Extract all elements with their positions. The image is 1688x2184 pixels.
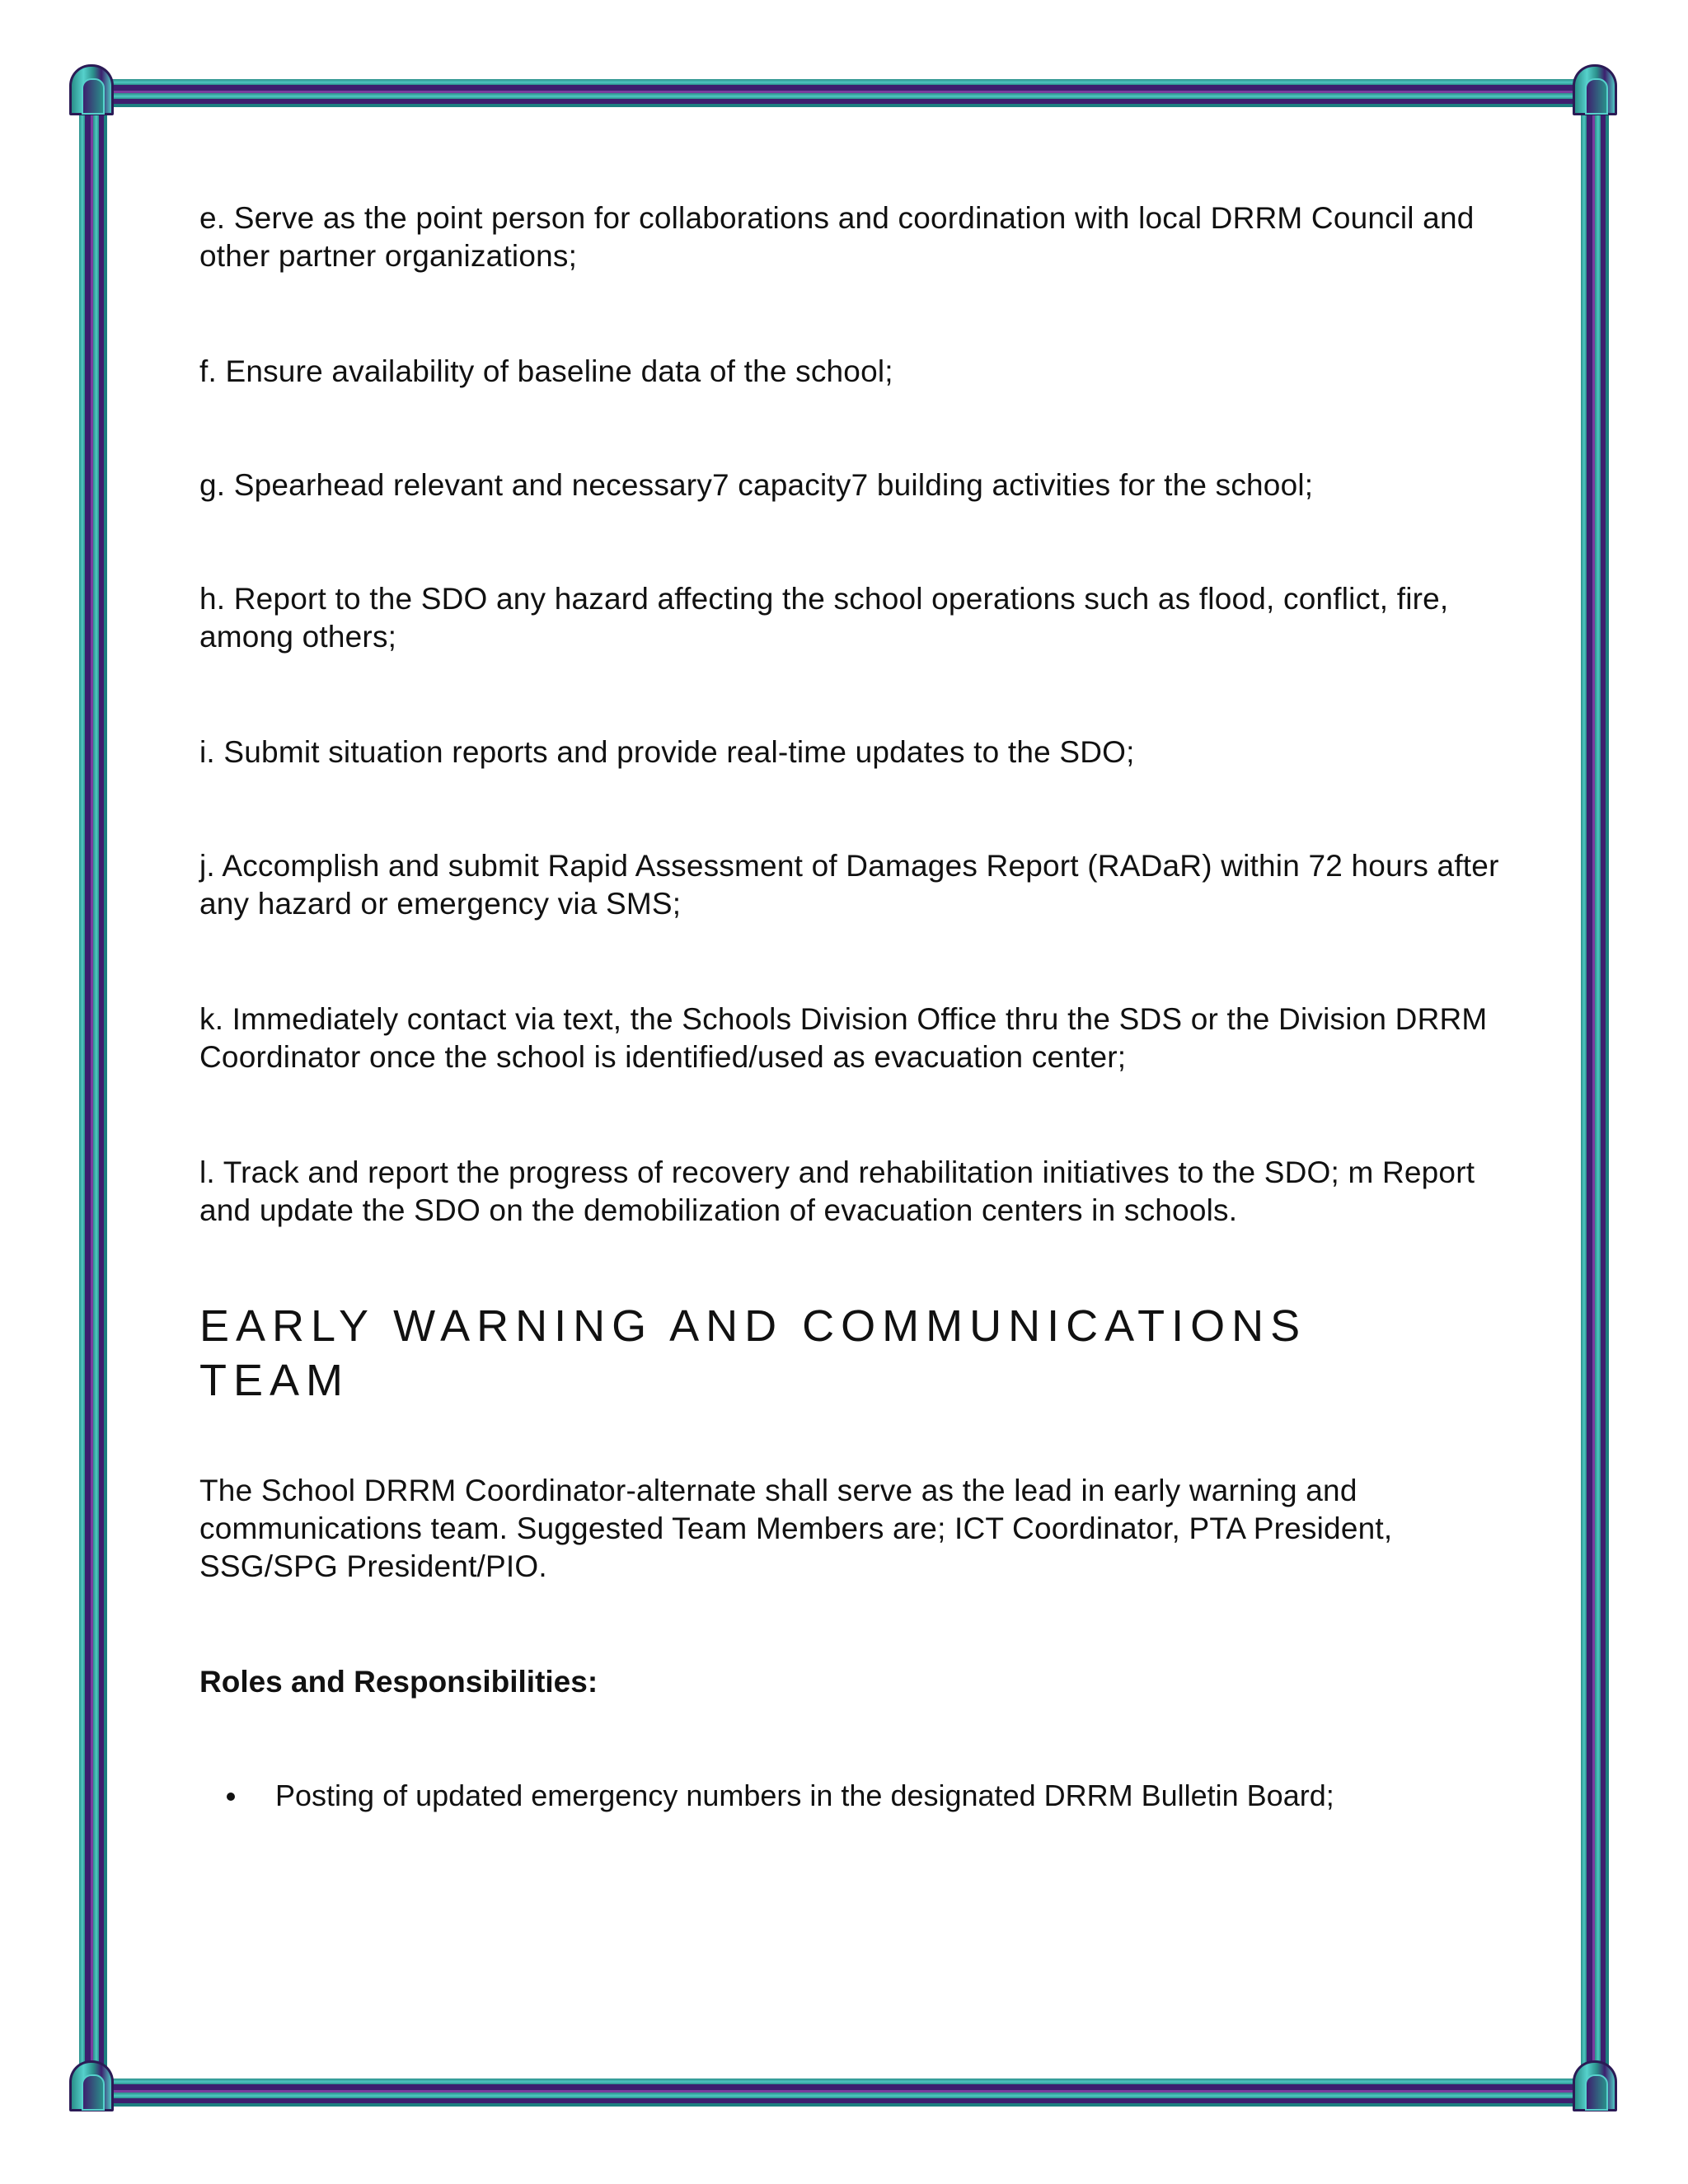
paragraph-j: j. Accomplish and submit Rapid Assessment of Damages Report (RADaR) within 72 hours after any hazard or emergency via SMS; [199, 849, 1499, 921]
paragraph-l: l. Track and report the progress of recovery and rehabilitation initiatives to the SDO; m Report and update the SDO on the demobilization of evacuation centers in schools. [199, 1155, 1475, 1227]
arch-corner-icon [1573, 2060, 1617, 2111]
paragraph-k: k. Immediately contact via text, the Schools Division Office thru the SDS or the Division DRRM Coordinator once the school is identified/used as evacuation center; [199, 1002, 1488, 1074]
list-item [199, 1777, 1502, 1815]
border-right [1581, 82, 1609, 2102]
arch-corner-icon [69, 64, 114, 115]
section-intro: The School DRRM Coordinator-alternate shall serve as the lead in early warning and communications team. Suggested Team Members are; ICT Coordinator, PTA President, SSG/SPG President/PIO. [199, 1474, 1393, 1583]
paragraph-i: i. Submit situation reports and provide real-time updates to the SDO; [199, 735, 1135, 769]
section-heading: EARLY WARNING AND COMMUNICATIONS TEAM [199, 1301, 1307, 1405]
roles-title: Roles and Responsibilities: [199, 1665, 598, 1699]
border-bottom [82, 2079, 1606, 2107]
paragraph-g: g. Spearhead relevant and necessary7 capacity7 building activities for the school; [199, 468, 1314, 502]
list-item-text: Posting of updated emergency numbers in the designated DRRM Bulletin Board; [275, 1779, 1334, 1812]
paragraph-e: e. Serve as the point person for collaborations and coordination with local DRRM Council and other partner organizations; [199, 201, 1475, 273]
bullet-dot-icon [227, 1793, 235, 1801]
border-top [82, 79, 1606, 107]
paragraph-h: h. Report to the SDO any hazard affecting the school operations such as flood, conflict, fire, among others; [199, 582, 1449, 654]
border-left [79, 82, 107, 2102]
paragraph-f: f. Ensure availability of baseline data of the school; [199, 354, 893, 388]
arch-corner-icon [1573, 64, 1617, 115]
document-body [199, 199, 1502, 1815]
roles-list [199, 1777, 1502, 1815]
arch-corner-icon [69, 2060, 114, 2111]
